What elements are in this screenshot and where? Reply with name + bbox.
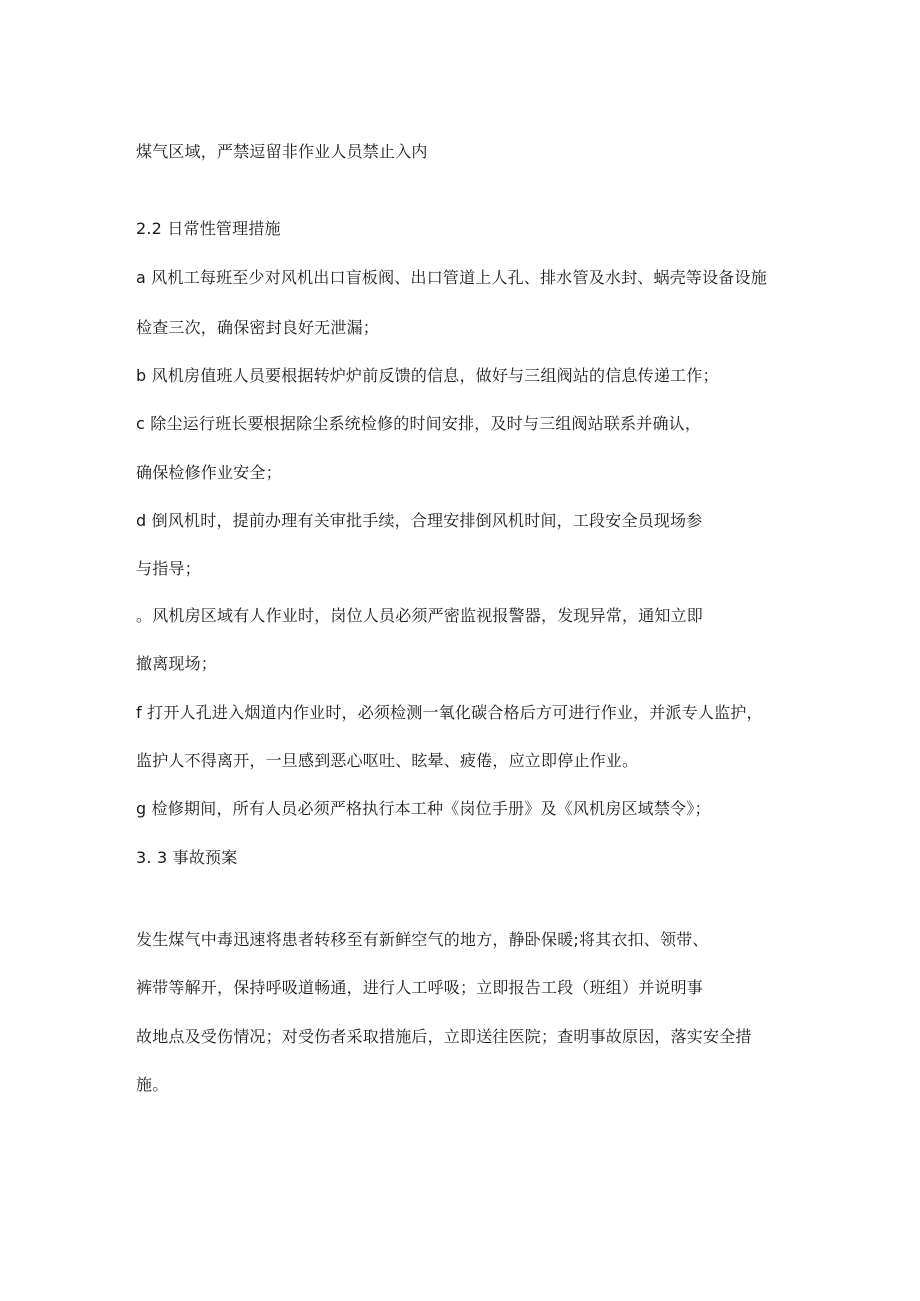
section-2-2-line: 与指导； xyxy=(136,559,201,578)
section-3-3-line: 发生煤气中毒迅速将患者转移至有新鲜空气的地方，静卧保暖;将其衣扣、领带、 xyxy=(136,930,709,949)
section-2-2-line: 确保检修作业安全； xyxy=(136,463,282,482)
section-2-2-line: 检查三次，确保密封良好无泄漏； xyxy=(136,318,380,337)
section-2-2-line: 。风机房区域有人作业时，岗位人员必须严密监视报警器，发现异常，通知立即 xyxy=(136,606,704,625)
section-2-2-line: c 除尘运行班长要根据除尘系统检修的时间安排，及时与三组阀站联系并确认， xyxy=(136,414,702,433)
section-3-3-heading: 3. 3 事故预案 xyxy=(136,848,238,867)
section-3-3-line: 故地点及受伤情况；对受伤者采取措施后，立即送往医院；查明事故原因，落实安全措 xyxy=(136,1027,752,1046)
section-2-2-heading: 2.2 日常性管理措施 xyxy=(136,219,281,238)
section-3-3-line: 裤带等解开，保持呼吸道畅通，进行人工呼吸；立即报告工段（班组）并说明事 xyxy=(136,978,704,997)
intro-line: 煤气区域，严禁逗留非作业人员禁止入内 xyxy=(136,142,428,161)
section-2-2-line: f 打开人孔进入烟道内作业时，必须检测一氧化碳合格后方可进行作业，并派专人监护， xyxy=(136,703,763,722)
section-2-2-line: 监护人不得离开，一旦感到恶心呕吐、眩晕、疲倦，应立即停止作业。 xyxy=(136,751,639,770)
section-2-2-line: a 风机工每班至少对风机出口盲板阀、出口管道上人孔、排水管及水封、蜗壳等设备设施 xyxy=(136,268,767,287)
section-2-2-line: g 检修期间，所有人员必须严格执行本工种《岗位手册》及《风机房区域禁令》； xyxy=(136,799,711,818)
section-3-3-line: 施。 xyxy=(136,1075,169,1094)
section-2-2-line: d 倒风机时，提前办理有关审批手续，合理安排倒风机时间，工段安全员现场参 xyxy=(136,511,703,530)
section-2-2-line: b 风机房值班人员要根据转炉炉前反馈的信息，做好与三组阀站的信息传递工作； xyxy=(136,366,719,385)
section-2-2-line: 撤离现场； xyxy=(136,654,218,673)
